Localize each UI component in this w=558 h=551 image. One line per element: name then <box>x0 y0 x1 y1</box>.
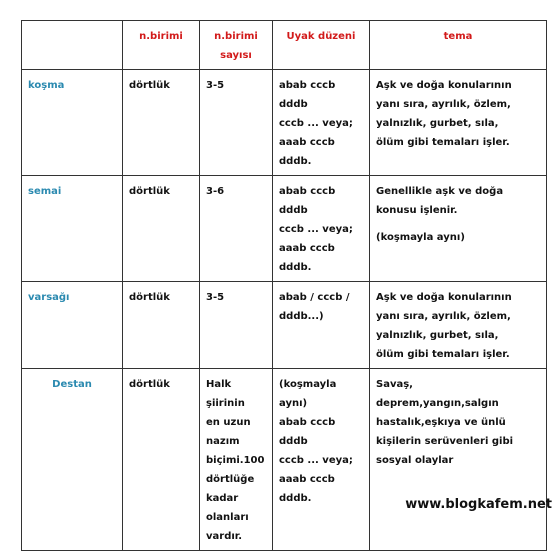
header-theme: tema <box>370 21 547 70</box>
rhyme-line: abab cccb dddb <box>279 417 336 447</box>
count-line: Halk şiirinin <box>206 379 245 409</box>
unit-cell: dörtlük <box>123 369 200 551</box>
theme-line: ölüm gibi temaları işler. <box>376 137 510 148</box>
count-cell: 3-5 <box>200 282 273 369</box>
rhyme-line: abab cccb dddb <box>279 186 336 216</box>
rhyme-line: cccb ... veya; <box>279 224 353 235</box>
rhyme-line: aaab cccb dddb. <box>279 474 335 504</box>
rhyme-line: abab / cccb / <box>279 292 350 303</box>
count-line: dörtlüğe <box>206 474 255 485</box>
header-unit: n.birimi <box>123 21 200 70</box>
count-cell: 3-5 <box>200 70 273 176</box>
theme-line: yalnızlık, gurbet, sıla, <box>376 330 499 341</box>
rhyme-cell <box>273 282 370 369</box>
count-line: kadar <box>206 493 239 504</box>
form-name: semai <box>22 176 123 282</box>
rhyme-line: abab cccb dddb <box>279 80 336 110</box>
theme-line: Genellikle aşk ve doğa <box>376 186 504 197</box>
theme-line: yalnızlık, gurbet, sıla, <box>376 118 499 129</box>
form-name: koşma <box>22 70 123 176</box>
rhyme-cell <box>273 70 370 176</box>
unit-cell: dörtlük <box>123 176 200 282</box>
table-row <box>22 282 547 369</box>
count-cell <box>200 369 273 551</box>
count-line: olanları <box>206 512 249 523</box>
rhyme-line: aaab cccb dddb. <box>279 137 335 167</box>
rhyme-cell <box>273 369 370 551</box>
header-rhyme: Uyak düzeni <box>273 21 370 70</box>
count-line: biçimi.100 <box>206 455 265 466</box>
table-row <box>22 176 547 282</box>
unit-cell: dörtlük <box>123 70 200 176</box>
rhyme-note: (koşmayla aynı) <box>279 379 337 409</box>
theme-note: (koşmayla aynı) <box>376 232 465 243</box>
count-line: vardır. <box>206 531 243 542</box>
table-header-row <box>22 21 547 70</box>
unit-cell: dörtlük <box>123 282 200 369</box>
form-name: varsağı <box>22 282 123 369</box>
header-unit-count <box>200 21 273 70</box>
theme-cell <box>370 176 547 282</box>
rhyme-line: aaab cccb dddb. <box>279 243 335 273</box>
table-row <box>22 70 547 176</box>
table-row <box>22 369 547 551</box>
rhyme-line: dddb...) <box>279 311 324 322</box>
theme-line: ölüm gibi temaları işler. <box>376 349 510 360</box>
count-line: en uzun <box>206 417 251 428</box>
theme-line: Aşk ve doğa konularının <box>376 292 512 303</box>
count-cell: 3-6 <box>200 176 273 282</box>
site-watermark: www.blogkafem.net <box>405 497 552 512</box>
theme-line: Aşk ve doğa konularının <box>376 80 512 91</box>
header-unit-count-label: n.birimi sayısı <box>214 31 258 61</box>
theme-line: konusu işlenir. <box>376 205 458 216</box>
theme-line: yanı sıra, ayrılık, özlem, <box>376 99 511 110</box>
rhyme-cell <box>273 176 370 282</box>
theme-cell <box>370 70 547 176</box>
rhyme-line: cccb ... veya; <box>279 455 353 466</box>
header-empty <box>22 21 123 70</box>
form-name: Destan <box>22 369 123 551</box>
theme-line: yanı sıra, ayrılık, özlem, <box>376 311 511 322</box>
theme-line: kişilerin serüvenleri gibi <box>376 436 514 447</box>
count-line: nazım <box>206 436 240 447</box>
theme-line: sosyal olaylar <box>376 455 454 466</box>
theme-line: Savaş, <box>376 379 413 390</box>
theme-cell <box>370 282 547 369</box>
theme-line: deprem,yangın,salgın <box>376 398 499 409</box>
rhyme-line: cccb ... veya; <box>279 118 353 129</box>
poetry-forms-table <box>21 20 547 551</box>
theme-line: hastalık,eşkıya ve ünlü <box>376 417 506 428</box>
theme-cell <box>370 369 547 551</box>
